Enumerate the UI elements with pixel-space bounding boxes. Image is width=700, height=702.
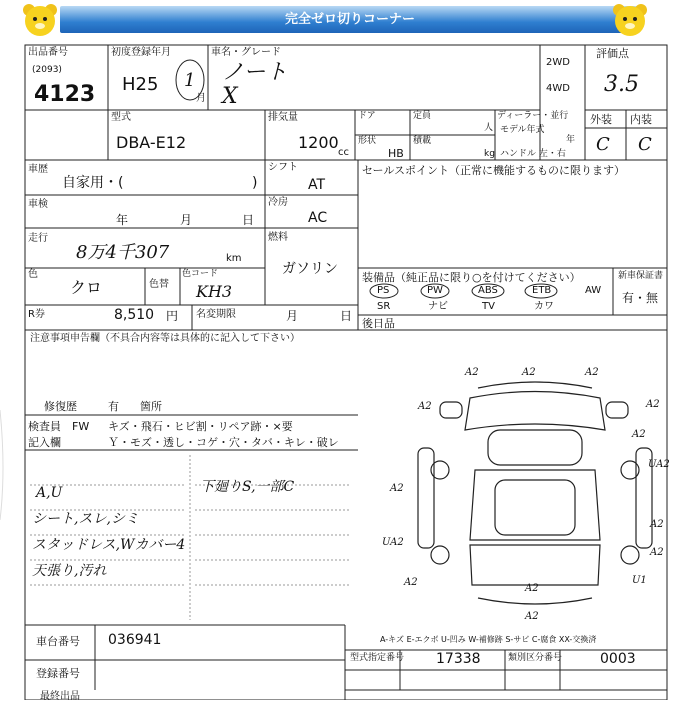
history-close: ) [252,175,258,191]
ac-value: AC [308,210,328,226]
model-label: 型式 [111,112,131,123]
registration-month: 1 [184,70,196,91]
rating-ext-label: 外装 [590,113,612,126]
shift-label: シフト [268,162,298,173]
shift-value: AT [308,177,326,193]
notes-label: 注意事項申告欄（不具合内容等は具体的に記入して下さい） [30,333,300,344]
fuel-label: 燃料 [268,232,288,243]
inspection-month: 月 [180,213,193,227]
repair-place: 箇所 [140,400,162,413]
damage-mark: A2 [632,429,646,440]
dealer-year-unit: 年 [566,135,576,145]
color-code-label: 色コード [182,269,219,279]
damage-mark: A2 [525,611,539,622]
color-tone-label: 色替 [149,279,169,290]
rating-ext-value: C [596,134,610,155]
load-label: 積載 [413,136,432,146]
bottom-label: 最終出品 [40,691,80,702]
inspection-day: 日 [242,213,255,227]
registration-era-year: H25 [122,74,159,95]
fuel-value: ガソリン [282,261,338,277]
chassis-label: 車台番号 [36,635,80,648]
equipment-label: 装備品（純正品に限り○を付けてください） [362,271,581,284]
color-value: クロ [70,278,103,297]
load-unit: kg [484,149,495,159]
car-grade: X [222,84,238,109]
damage-mark: A2 [522,367,536,378]
equip-aw: AW [585,285,602,296]
model-value: DBA-E12 [116,133,187,152]
rating-int-label: 内装 [630,113,652,126]
checker-label: 検査員 [28,420,61,433]
repair-label: 修復歴 [44,400,77,413]
checker-writer: 記入欄 [28,436,61,449]
drive-2wd: 2WD [546,57,570,68]
category-label: 類別区分番号 [508,653,563,663]
shape-label: 形状 [358,136,377,146]
lot-number: 4123 [34,82,96,107]
dealer-label: ディーラー・並行 [497,111,569,121]
type-designation-label: 型式指定番号 [350,653,405,663]
remark-line: シート,スレ,シミ [32,511,139,527]
rating-label: 評価点 [596,47,629,60]
inspector-note: 下廻りS,一部C [200,479,295,495]
displacement-unit: cc [338,147,349,158]
dealer-model-year: モデル年式 [500,125,545,135]
sales-label: セールスポイント（正常に機能するものに限ります） [362,164,626,177]
drive-4wd: 4WD [546,83,570,94]
recycle-label: R券 [28,309,45,320]
category-value: 0003 [600,651,636,667]
checker-fw: FW [72,420,90,433]
door-label: ドア [358,111,376,121]
reg-no-label: 登録番号 [36,667,80,680]
damage-mark: A2 [650,547,664,558]
equip-ps: PS [377,285,390,296]
car-name: ノート [222,60,288,85]
capacity-unit: 人 [484,123,494,133]
equip-etb: ETB [532,285,552,296]
damage-mark: A2 [404,577,418,588]
equip-leather: カワ [534,301,554,312]
warranty-label: 新車保証書 [618,271,664,281]
equip-navi: ナビ [428,301,448,312]
remark-line: スタッドレス,Wカバー4 [32,537,186,553]
equip-tv: TV [482,301,495,312]
damage-mark: A2 [646,399,660,410]
damage-mark: A2 [390,483,404,494]
warranty-value: 有・無 [622,291,659,305]
lot-label: 出品番号 [28,47,68,58]
mileage-unit: km [226,253,242,264]
registration-label: 初度登録年月 [111,47,171,58]
deposit-label: 名変期限 [196,309,236,320]
checker-row2: Ｙ・モズ・透し・コゲ・穴・タバ・キレ・破レ [108,436,339,449]
inspection-label: 車検 [28,199,48,210]
mileage-value: 8万4千307 [76,242,170,263]
checker-row1: キズ・飛石・ヒビ割・リペア跡・×要 [108,420,293,433]
remark-line: A,U [36,485,63,501]
damage-mark: UA2 [648,459,670,470]
shape-value: HB [388,147,404,160]
rating-value: 3.5 [604,72,639,97]
type-designation-value: 17338 [436,651,481,667]
rear-seat-label: 後日品 [362,317,395,330]
equip-pw: PW [427,285,443,296]
lot-sub: (2093) [32,65,62,75]
damage-mark: A2 [465,367,479,378]
chassis-value: 036941 [108,632,162,648]
deposit-month: 月 [286,309,299,323]
color-code: KH3 [196,282,233,301]
history-label: 車歴 [28,164,48,175]
damage-legend: A-キズ E-エクボ U-凹み W-補修跡 S-サビ C-腐食 XX-交換済 [380,635,597,644]
damage-mark: U1 [632,575,647,586]
damage-mark: A2 [418,401,432,412]
color-label: 色 [28,269,38,280]
car-label: 車名・グレード [211,47,281,58]
capacity-label: 定員 [413,111,432,121]
damage-mark: UA2 [382,537,404,548]
damage-mark: A2 [585,367,599,378]
history-value: 自家用・( [62,175,124,191]
rating-int-value: C [638,134,652,155]
car-body-diagram [418,382,652,604]
handle-label: ハンドル 左・右 [500,149,566,159]
recycle-value: 8,510 [114,307,155,323]
inspection-year: 年 [116,213,129,227]
equip-sr: SR [377,301,391,312]
banner: 完全ゼロ切りコーナー [60,6,640,33]
equip-abs: ABS [478,285,498,296]
damage-mark: A2 [525,583,539,594]
registration-month-unit: 月 [196,93,206,104]
recycle-unit: 円 [166,309,179,323]
damage-mark: A2 [650,519,664,530]
displacement-label: 排気量 [268,112,298,123]
mileage-label: 走行 [28,233,48,244]
repair-value: 有 [108,400,119,413]
remark-line: 天張り,汚れ [32,563,107,579]
ac-label: 冷房 [268,197,288,208]
deposit-day: 日 [340,309,353,323]
displacement-value: 1200 [298,133,339,152]
